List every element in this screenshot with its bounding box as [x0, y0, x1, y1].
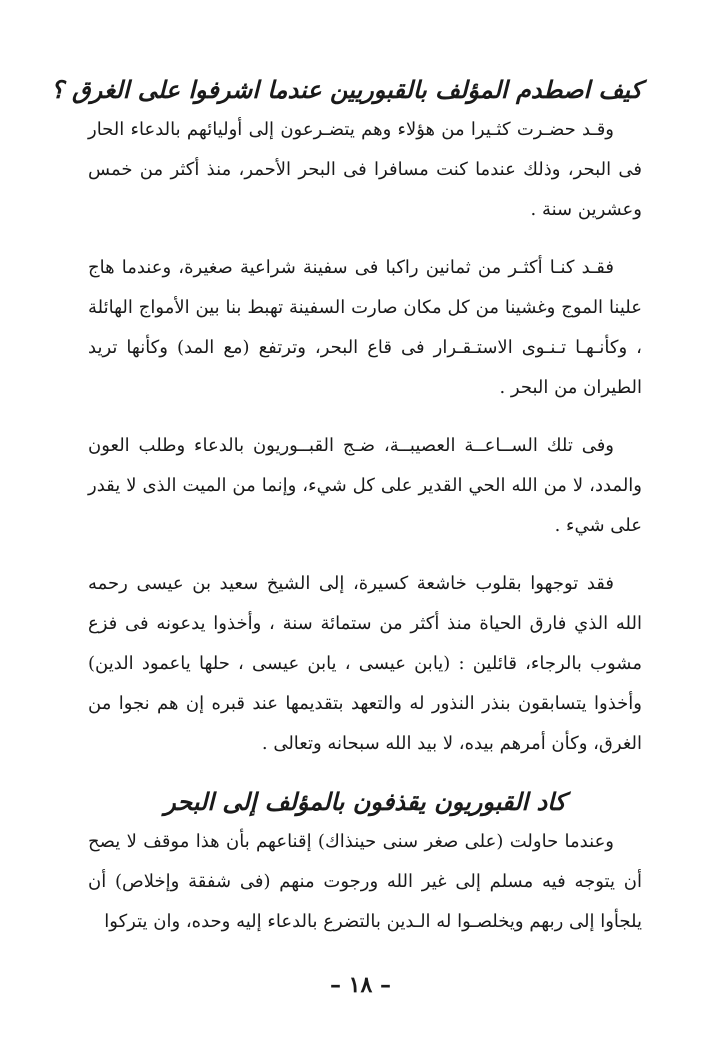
paragraph: وعندما حاولت (على صغر سنى حينذاك) إقناعهم بأن هذا موقف لا يصح أن يتوجه فيه مسلم إلى غير الله ورجوت منهم (فى شفقة وإخلاص) أن يلجأوا إلى ربهم ويخلصـوا له الـدين بالتضرع بالدعاء إليه وحده، وان يتركوا: [88, 831, 642, 932]
page-number: – ١٨ –: [330, 972, 391, 998]
paragraph: وفى تلك الســاعــة العصيبــة، ضـج القبــوريون بالدعاء وطلب العون والمدد، لا من الله الحي القدير على كل شيء، وإنما من الميت الذى لا يقدر على شيء .: [88, 435, 642, 536]
paragraph: وقـد حضـرت كثـيرا من هؤلاء وهم يتضـرعون إلى أوليائهم بالدعاء الحار فى البحر، وذلك عندما كنت مسافرا فى البحر الأحمر، منذ أكثر من خمس وعشرين سنة .: [88, 119, 642, 220]
section-heading: كيف اصطدم المؤلف بالقبوريين عندما اشرفوا على الغرق ؟: [50, 75, 642, 104]
document-page: [50, 62, 642, 1022]
paragraph: فقـد كنـا أكثـر من ثمانين راكبا فى سفينة شراعية صغيرة، وعندما هاج علينا الموج وغشينا من كل مكان صارت السفينة تهبط بنا بين الأمواج الهائلة ، وكأنـهـا تـنـوى الاستـقـرار فى قاع البحر، وترتفع (مع المد) وكأنها تريد الطيران من البحر .: [88, 257, 642, 398]
paragraph: فقد توجهوا بقلوب خاشعة كسيرة، إلى الشيخ سعيد بن عيسى رحمه الله الذي فارق الحياة منذ أكثر من ستمائة سنة ، وأخذوا يدعونه فى فزع مشوب بالرجاء، قائلين : (يابن عيسى ، يابن عيسى ، حلها ياعمود الدين) وأخذوا يتسابقون بنذر النذور له والتعهد بتقديمها عند قبره إن هم نجوا من الغرق، وكأن أمرهم بيده، لا بيد الله سبحانه وتعالى .: [88, 573, 642, 754]
section-heading: كاد القبوريون يقذفون بالمؤلف إلى البحر: [164, 787, 566, 816]
